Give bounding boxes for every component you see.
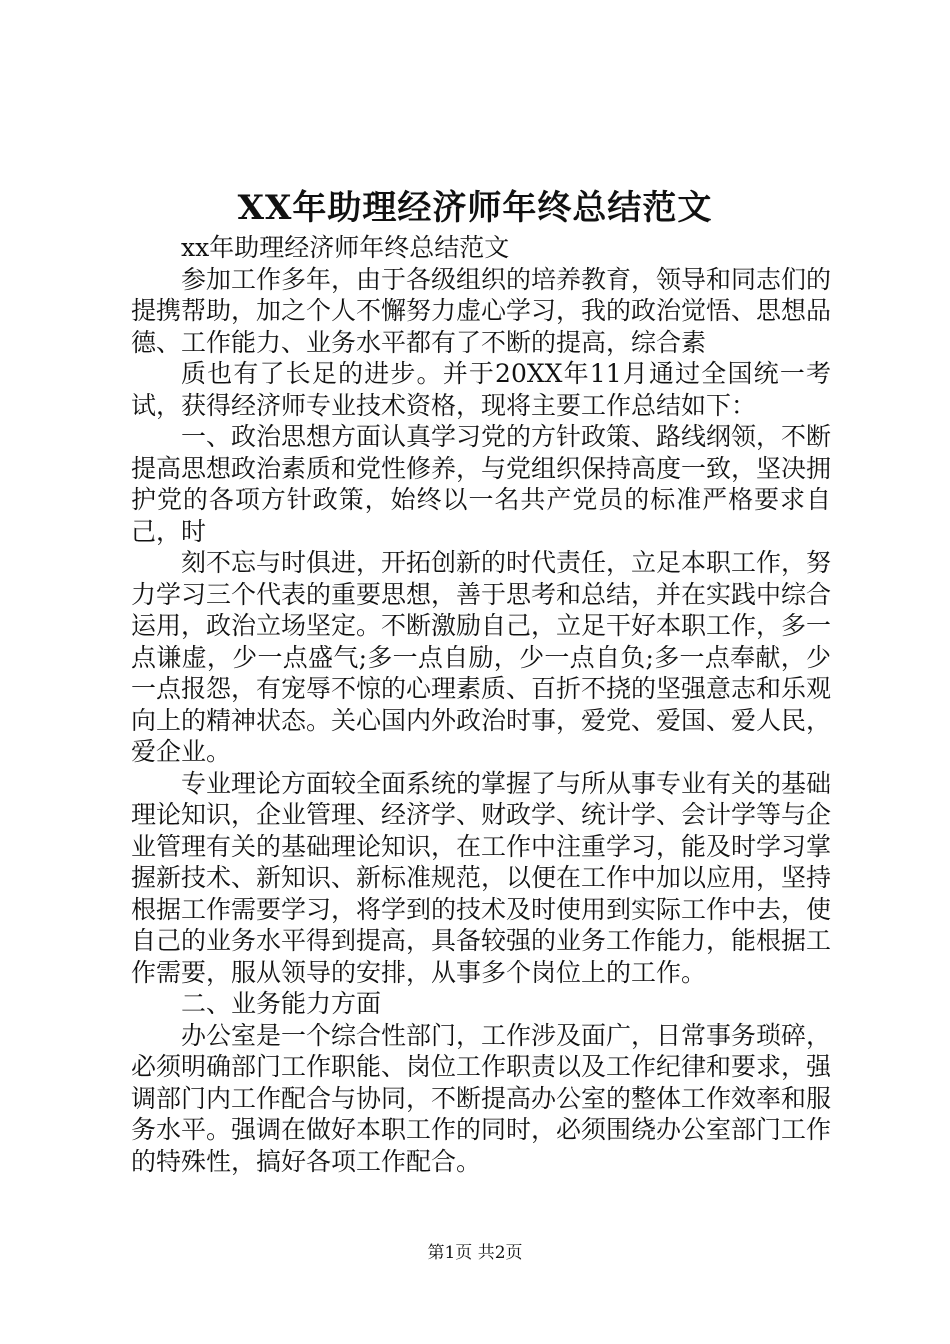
section-heading-business-ability: 二、业务能力方面 — [181, 989, 382, 1018]
page-number-footer: 第1页 共2页 — [427, 1243, 523, 1263]
document-title: XX年助理经济师年终总结范文 — [237, 188, 713, 228]
paragraph-office-work: 办公室是一个综合性部门，工作涉及面广，日常事务琐碎，必须明确部门工作职能、岗位工作职责以及工作纪律和要求，强调部门内工作配合与协同，不断提高办公室的整体工作效率和服务水平。强调在做好本职工作的同时，必须围绕办公室部门工作的特殊性，搞好各项工作配合。 — [131, 1020, 832, 1176]
paragraph-professional-theory: 专业理论方面较全面系统的掌握了与所从事专业有关的基础理论知识，企业管理、经济学、财政学、统计学、会计学等与企业管理有关的基础理论知识，在工作中注重学习，能及时学习掌握新技术、新知识、新标准规范，以便在工作中加以应用，坚持根据工作需要学习，将学到的技术及时使用到实际工作中去，使自己的业务水平得到提高，具备较强的业务工作能力，能根据工作需要，服从领导的安排，从事多个岗位上的工作。 — [131, 768, 832, 987]
paragraph-intro: 参加工作多年，由于各级组织的培养教育，领导和同志们的提携帮助，加之个人不懈努力虚心学习，我的政治觉悟、思想品德、工作能力、业务水平都有了不断的提高，综合素 — [131, 264, 832, 357]
paragraph-intro-continued: 质也有了长足的进步。并于20XX年11月通过全国统一考试，获得经济师专业技术资格，现将主要工作总结如下： — [131, 359, 831, 420]
paragraph-subtitle: xx年助理经济师年终总结范文 — [181, 233, 510, 262]
paragraph-political-continued: 刻不忘与时俱进，开拓创新的时代责任，立足本职工作，努力学习三个代表的重要思想，善于思考和总结，并在实践中综合运用，政治立场坚定。不断激励自己，立足干好本职工作，多一点谦虚，少一点盛气;多一点自励，少一点自负;多一点奉献，少一点报怨，有宠辱不惊的心理素质、百折不挠的坚强意志和乐观向上的精神状态。关心国内外政治时事，爱党、爱国、爱人民，爱企业。 — [131, 548, 832, 766]
document-body — [131, 232, 831, 1177]
paragraph-political-thought: 一、政治思想方面认真学习党的方针政策、路线纲领，不断提高思想政治素质和党性修养，与党组织保持高度一致，坚决拥护党的各项方针政策，始终以一名共产党员的标准严格要求自己，时 — [131, 422, 832, 546]
